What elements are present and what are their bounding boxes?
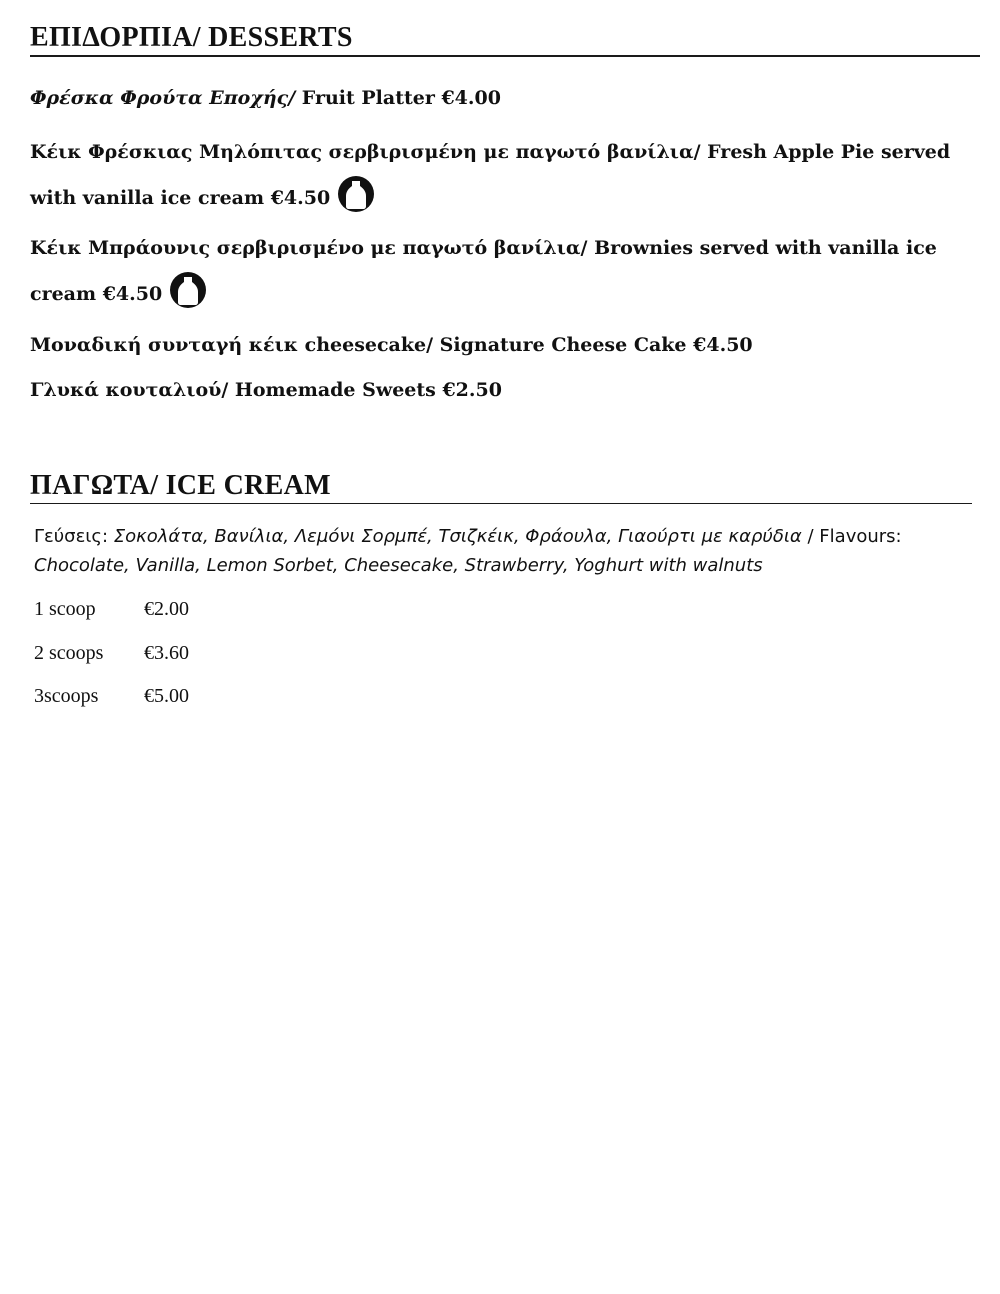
dessert-item-line: Γλυκά κουταλιού/ Homemade Sweets €2.50 [30,379,502,401]
price-row-2-scoops [34,643,189,663]
scoop-price: €2.00 [144,598,189,620]
scoop-quantity: 3scoops [34,685,99,707]
dessert-item-greek-name: Φρέσκα Φρούτα Εποχής/ [30,87,296,109]
bottle-icon [168,270,208,310]
price-row-3-scoops [34,686,189,706]
ice-cream-heading: ΠΑΓΩΤΑ/ ICE CREAM [30,470,331,501]
scoop-price: €5.00 [144,685,189,707]
flavours-list-english: Chocolate, Vanilla, Lemon Sorbet, Cheesecake, Strawberry, Yoghurt with walnuts [34,555,763,576]
dessert-item-brownies [30,227,937,316]
flavours-label-greek: Γεύσεις: [34,526,114,547]
flavours-list-greek: Σοκολάτα, Βανίλια, Λεμόνι Σορμπέ, Τσιζκέικ, Φράουλα, Γιαούρτι με καρύδια [113,526,802,547]
dessert-item-line: with vanilla ice cream €4.50 [30,187,331,209]
dessert-item-english-name: Fruit Platter €4.00 [295,87,501,109]
scoop-quantity: 1 scoop [34,598,96,620]
dessert-item-line: Κέικ Μπράουνις σερβιρισμένο με παγωτό βανίλια/ Brownies served with vanilla ice [30,237,937,259]
dessert-item-line: Μοναδική συνταγή κέικ cheesecake/ Signature Cheese Cake €4.50 [30,334,753,356]
ice-cream-divider [30,503,972,504]
dessert-item-line: cream €4.50 [30,283,163,305]
dessert-item-fruit-platter [30,77,501,120]
flavours-label-english: / Flavours: [801,526,902,547]
dessert-item-homemade-sweets [30,369,502,412]
desserts-heading: ΕΠΙΔΟΡΠΙΑ/ DESSERTS [30,22,353,53]
desserts-divider [30,55,980,57]
price-row-1-scoop [34,599,189,619]
bottle-icon [336,174,376,214]
scoop-quantity: 2 scoops [34,642,104,664]
flavours-text [34,522,974,580]
dessert-item-apple-pie [30,131,950,220]
dessert-item-line: Κέικ Φρέσκιας Μηλόπιτας σερβιρισμένη με παγωτό βανίλια/ Fresh Apple Pie served [30,141,951,163]
scoop-price: €3.60 [144,642,189,664]
dessert-item-cheesecake [30,324,753,367]
